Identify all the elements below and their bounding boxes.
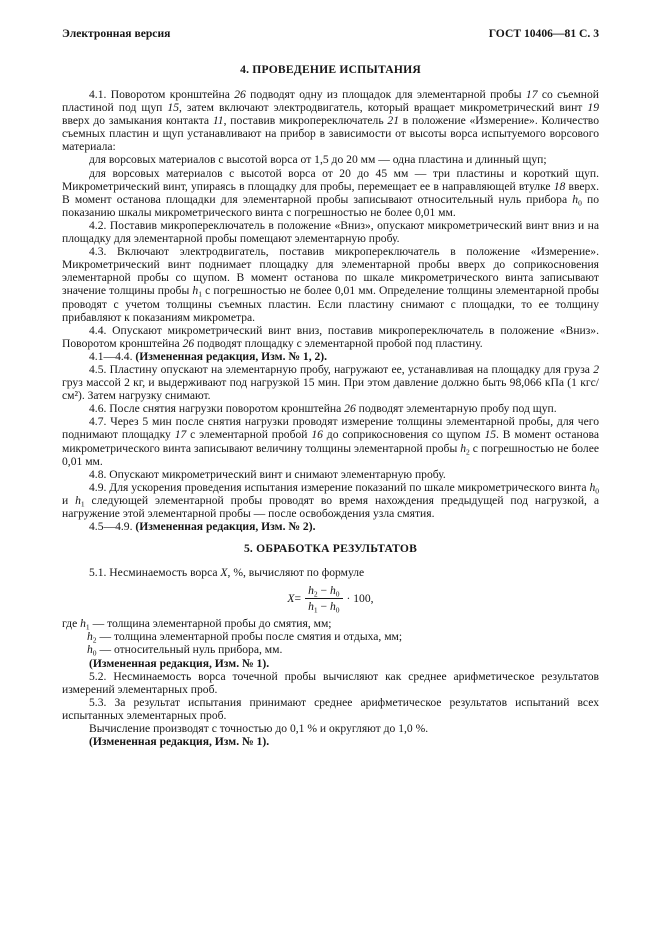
- text-run: 1: [198, 289, 202, 299]
- text-run: 4.9. Для ускорения проведения испытания измерение показаний по шкале микрометрического винта: [89, 480, 590, 494]
- text-run: (Измененная редакция, Изм. № 1).: [89, 656, 270, 670]
- paragraph-5-1: [62, 566, 599, 579]
- paragraph-4-5: [62, 363, 599, 402]
- text-run: (Измененная редакция, Изм. № 1, 2).: [135, 349, 328, 363]
- formula-where-h1: [62, 617, 599, 630]
- text-run: где: [62, 617, 81, 631]
- text-run: 4.8. Опускают микрометрический винт и снимают элементарную пробу.: [89, 467, 446, 481]
- fraction-numerator: [305, 584, 342, 599]
- paragraph-4-3: [62, 245, 599, 324]
- text-run: и: [62, 493, 76, 507]
- text-run: по показанию шкалы микрометрического винта с погрешностью не более 0,01 мм.: [62, 192, 599, 219]
- text-run: до соприкосновения со щупом: [322, 428, 485, 442]
- text-run: 4.2. Поставив микропереключатель в положение «Вниз», опускают микрометрический винт вниз и на площадку для элементарной пробы помещают элементарную пробу.: [62, 218, 599, 246]
- text-run: 0: [92, 648, 97, 658]
- text-run: 5.3. За результат испытания принимают среднее арифметическое результатов испытаний всех испытанных элементарных проб.: [62, 695, 599, 722]
- text-run: с элементарной пробой: [186, 428, 312, 442]
- text-run: h: [192, 284, 199, 298]
- text-run: 0: [578, 198, 582, 208]
- text-run: подводят площадку с элементарной пробой под пластину.: [194, 336, 483, 350]
- text-run: с погрешностью не более 0,01 мм.: [62, 441, 599, 468]
- paragraph-4-5-4-9-revision: [62, 520, 599, 533]
- text-run: h: [308, 600, 314, 614]
- paragraph-5-2: [62, 670, 599, 696]
- paragraph-4-1-4-4-revision: [62, 350, 599, 363]
- text-run: · 100,: [346, 592, 374, 606]
- text-run: h: [87, 643, 93, 657]
- text-run: 2: [593, 362, 599, 376]
- page-header: [62, 27, 599, 41]
- paragraph-5-3-note: [62, 722, 599, 735]
- text-run: 2: [313, 589, 318, 599]
- text-run: 26: [234, 88, 246, 101]
- header-right-gost-number: ГОСТ 10406—81 С. 3: [488, 27, 599, 40]
- paragraph-4-2: [62, 219, 599, 245]
- text-run: 2: [92, 635, 97, 645]
- text-run: 1: [313, 605, 318, 615]
- text-run: 16: [311, 428, 323, 442]
- text-run: X: [287, 592, 295, 606]
- text-run: −: [317, 584, 330, 598]
- text-run: 15: [484, 428, 497, 442]
- text-run: 4.1—4.4.: [89, 349, 136, 363]
- text-run: (Измененная редакция, Изм. № 1).: [89, 735, 270, 749]
- text-run: h: [460, 441, 467, 455]
- paragraph-4-1: [62, 88, 599, 153]
- text-run: h: [75, 493, 81, 507]
- text-run: в положение «Измерение». Количество съемных пластин и щуп устанавливают на прибор в зависимости от высоты ворса испытуемого ворсового материала:: [62, 114, 599, 154]
- paragraph-5-3: [62, 696, 599, 722]
- text-run: 2: [466, 447, 470, 457]
- document-body: [62, 63, 599, 748]
- text-run: 4.7. Через 5 мин после снятия нагрузки проводят измерение толщины элементарной пробы, для чего поднимают площадку: [62, 415, 599, 442]
- text-run: вверх. В момент останова площадки для элементарной пробы записывают относительный нуль прибора: [62, 179, 600, 206]
- text-run: 18: [553, 179, 566, 193]
- text-run: 26: [182, 336, 195, 350]
- text-run: 0: [335, 589, 340, 599]
- text-run: h: [308, 584, 314, 598]
- paragraph-4-1-item-1: [62, 153, 599, 166]
- text-run: h: [329, 600, 336, 614]
- text-run: h: [572, 192, 579, 206]
- text-run: (Измененная редакция, Изм. № 2).: [135, 520, 316, 534]
- text-run: , %, вычисляют по формуле: [227, 566, 365, 580]
- text-run: 5.1. Несминаемость ворса: [89, 566, 221, 580]
- text-run: — относительный нуль прибора, мм.: [96, 643, 283, 657]
- text-run: 0: [335, 605, 340, 615]
- text-run: 17: [174, 428, 187, 442]
- text-run: 0: [595, 486, 599, 496]
- text-run: 4.1. Поворотом кронштейна: [89, 88, 235, 101]
- paragraph-5-3-revision: [62, 735, 599, 748]
- text-run: — толщина элементарной пробы после смятия и отдыха, мм;: [96, 630, 403, 644]
- text-run: 4.5. Пластину опускают на элементарную пробу, нагружают ее, устанавливая на площадку для груза: [89, 362, 594, 376]
- text-run: следующей элементарной пробы проводят во время нахождения предыдущей под нагрузкой, а нагружение этой элементарной пробы — после освобождения узла смятия.: [62, 493, 599, 520]
- text-run: подводят элементарную пробу под щуп.: [355, 402, 557, 416]
- paragraph-4-7: [62, 415, 599, 467]
- text-run: 1: [85, 622, 90, 632]
- text-run: 11: [212, 114, 224, 128]
- header-left-label: Электронная версия: [62, 27, 171, 40]
- text-run: , поставив микропереключатель: [223, 114, 388, 128]
- text-run: h: [80, 617, 86, 631]
- text-run: 4.3. Включают электродвигатель, поставив микропереключатель в положение «Измерение». Микрометрический винт поднимает площадку для элементарной пробы вверх до соприкосновения элементарной пробы со щупом. В момент останова по шкале микрометрического винта записывают значение толщины пробы: [62, 245, 599, 298]
- paragraph-4-9: [62, 481, 599, 520]
- text-run: с погрешностью не более 0,01 мм. Определение толщины элементарной пробы проводят с учетом толщины съемных пластин. Если пластину снимают с площадки, то ее толщину прибавляют к показаниям микрометра.: [62, 284, 599, 324]
- formula-where-h2: [62, 630, 599, 643]
- text-run: 5.2. Несминаемость ворса точечной пробы вычисляют как среднее арифметическое результатов измерений элементарных проб.: [62, 669, 599, 696]
- text-run: , затем включают электродвигатель, который вращает микрометрический винт: [178, 101, 588, 115]
- paragraph-4-4: [62, 324, 599, 350]
- text-run: 19: [587, 101, 600, 115]
- text-run: подводят одну из площадок для элементарной пробы: [245, 88, 526, 101]
- paragraph-5-1-revision: [62, 657, 599, 670]
- text-run: 21: [387, 114, 399, 128]
- text-run: 26: [344, 402, 356, 416]
- paragraph-4-6: [62, 402, 599, 415]
- text-run: Вычисление производят с точностью до 0,1 % и округляют до 1,0 %.: [89, 722, 429, 736]
- text-run: 1: [80, 499, 85, 509]
- text-run: 4.5—4.9.: [89, 520, 136, 534]
- text-run: со съемной пластиной под щуп: [62, 88, 599, 115]
- text-run: h: [589, 480, 596, 494]
- text-run: −: [317, 600, 330, 614]
- text-run: . В момент останова микрометрического винта записывают величину толщины элементарной пробы: [62, 428, 599, 455]
- text-run: 4.6. После снятия нагрузки поворотом кронштейна: [89, 402, 345, 416]
- section-4-heading: 4. ПРОВЕДЕНИЕ ИСПЫТАНИЯ: [240, 63, 421, 76]
- fraction-denominator: [305, 599, 342, 613]
- text-run: 4.4. Опускают микрометрический винт вниз, поставив микропереключатель в положение «Вниз». Поворотом кронштейна: [62, 323, 599, 350]
- text-run: h: [87, 630, 93, 644]
- text-run: 17: [525, 88, 538, 101]
- formula-where-h0: [62, 643, 599, 656]
- text-run: для ворсовых материалов с высотой ворса от 20 до 45 мм — три пластины и короткий щуп. Микрометрический винт, упираясь в площадку для пробы, перемещает ее в направляющей втулке: [62, 166, 599, 193]
- text-run: вверх до замыкания контакта: [62, 114, 213, 128]
- text-run: груз массой 2 кг, и выдерживают под нагрузкой 15 мин. При этом давление должно быть 98,066 кПа (1 кгс/см²). Затем нагрузку снимают.: [62, 376, 599, 403]
- text-run: X: [220, 566, 228, 580]
- paragraph-4-1-item-2: [62, 167, 599, 219]
- fraction: [305, 584, 342, 613]
- paragraph-4-8: [62, 468, 599, 481]
- text-run: h: [329, 584, 336, 598]
- formula-expression: [287, 584, 373, 613]
- text-run: для ворсовых материалов с высотой ворса от 1,5 до 20 мм — одна пластина и длинный щуп;: [89, 153, 547, 167]
- text-run: =: [294, 592, 302, 606]
- section-5-heading: 5. ОБРАБОТКА РЕЗУЛЬТАТОВ: [243, 542, 418, 556]
- pile-crease-resistance-formula: [62, 584, 599, 613]
- text-run: — толщина элементарной пробы до смятия, мм;: [89, 617, 332, 631]
- text-run: 15: [167, 101, 179, 115]
